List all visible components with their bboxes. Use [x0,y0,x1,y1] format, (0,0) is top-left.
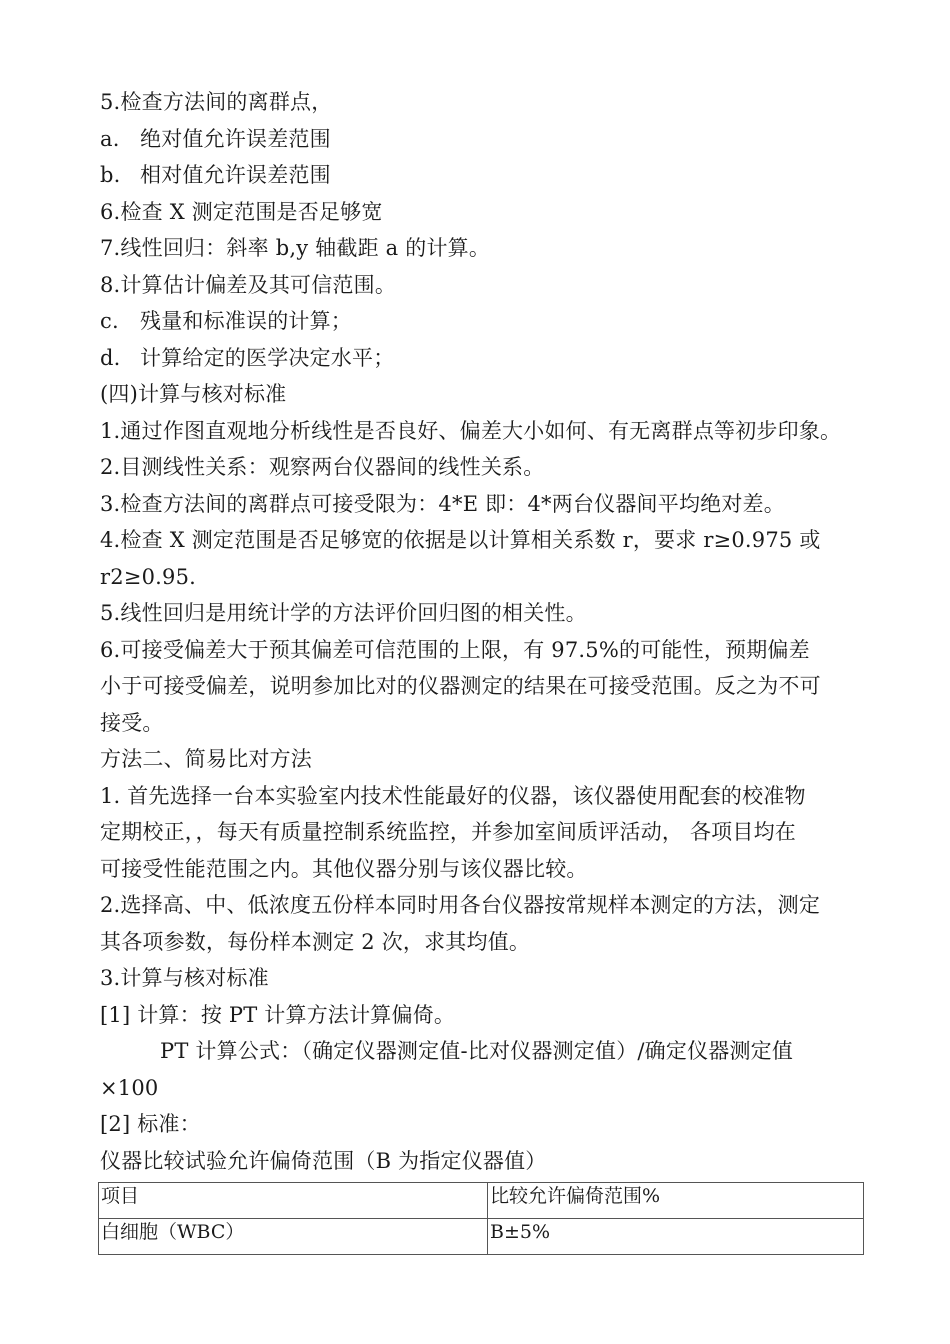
criterion-3: 3.检查方法间的离群点可接受限为：4*E 即：4*两台仪器间平均绝对差。 [100,491,785,516]
table-row [99,1219,864,1255]
step-6: 6.检查 X 测定范围是否足够宽 [100,199,383,224]
method-2-step-1-line1: 1. 首先选择一台本实验室内技术性能最好的仪器，该仪器使用配套的校准物 [100,783,806,808]
pt-formula: PT 计算公式：（确定仪器测定值-比对仪器测定值）/确定仪器测定值 [160,1039,794,1063]
table-cell-item: 白细胞（WBC） [99,1219,488,1255]
step-8c-letter: c. [100,309,119,333]
criterion-6-line2: 小于可接受偏差，说明参加比对的仪器测定的结果在可接受范围。反之为不可 [100,674,821,698]
criterion-1: 1.通过作图直观地分析线性是否良好、偏差大小如何、有无离群点等初步印象。 [100,418,842,443]
method-2-step-2-line1: 2.选择高、中、低浓度五份样本同时用各台仪器按常规样本测定的方法，测定 [100,893,821,917]
step-7: 7.线性回归：斜率 b,y 轴截距 a 的计算。 [100,236,491,260]
step-5-heading: 5.检查方法间的离群点， [100,90,333,114]
section-4-heading: (四)计算与核对标准 [100,382,287,406]
step-5b [100,157,870,194]
method-2-heading: 方法二、简易比对方法 [100,747,312,771]
table-header-row [99,1183,864,1219]
step-8c-text: 残量和标准误的计算； [140,309,352,333]
step-5a-letter: a. [100,126,120,151]
bias-range-table [98,1182,864,1255]
pt-formula-factor: ×100 [100,1075,159,1100]
step-5a-text: 绝对值允许误差范围 [140,126,331,151]
table-caption: 仪器比较试验允许偏倚范围（B 为指定仪器值） [100,1148,547,1173]
step-8c [100,303,870,340]
criterion-6-line1: 6.可接受偏差大于预其偏差可信范围的上限，有 97.5%的可能性，预期偏差 [100,637,810,662]
calc-item-1: [1] 计算：按 PT 计算方法计算偏倚。 [100,1002,456,1027]
method-2-step-1-line2: 定期校正，，每天有质量控制系统监控，并参加室间质评活动， 各项目均在 [100,820,796,844]
criterion-6-line3: 接受。 [100,710,164,735]
criterion-4-line2: r2≥0.95. [100,564,197,589]
calc-item-2: [2] 标准： [100,1112,201,1136]
table-cell-range: B±5% [488,1219,864,1255]
step-5a [100,121,870,158]
step-8: 8.计算估计偏差及其可信范围。 [100,272,397,297]
criterion-5: 5.线性回归是用统计学的方法评价回归图的相关性。 [100,601,587,625]
step-8d-text: 计算给定的医学决定水平； [140,345,395,370]
step-5b-letter: b. [100,163,121,187]
document-body [100,84,870,1179]
method-2-step-2-line2: 其各项参数，每份样本测定 2 次，求其均值。 [100,929,531,954]
table-header-item: 项目 [99,1183,488,1219]
step-8d-letter: d. [100,345,121,370]
step-8d [100,340,870,377]
method-2-step-3-heading: 3.计算与核对标准 [100,966,269,990]
table-header-range: 比较允许偏倚范围% [488,1183,864,1219]
criterion-4-line1: 4.检查 X 测定范围是否足够宽的依据是以计算相关系数 r，要求 r≥0.975 或 [100,528,821,552]
method-2-step-1-line3: 可接受性能范围之内。其他仪器分别与该仪器比较。 [100,856,588,881]
criterion-2: 2.目测线性关系：观察两台仪器间的线性关系。 [100,455,545,479]
step-5b-text: 相对值允许误差范围 [140,163,331,187]
